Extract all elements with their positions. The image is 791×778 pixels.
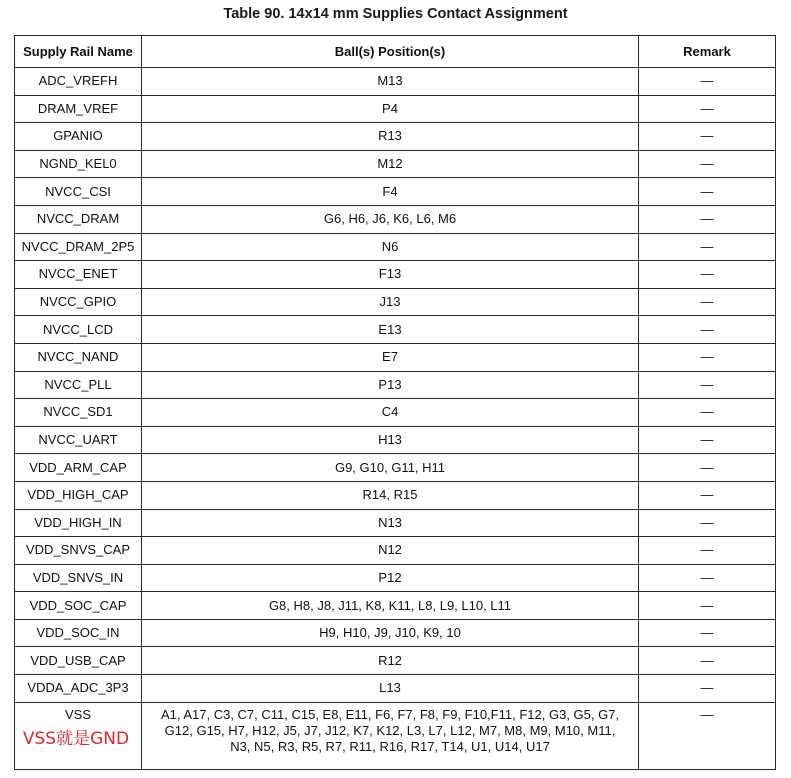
table-row — [15, 150, 776, 178]
table-row — [15, 509, 776, 537]
table-header-row — [15, 36, 776, 68]
table-row — [15, 592, 776, 620]
ball-positions-cell: E13 — [142, 316, 639, 344]
table-row — [15, 343, 776, 371]
table-row — [15, 205, 776, 233]
remark-cell: — — [639, 564, 776, 592]
column-header-remark: Remark — [639, 36, 776, 68]
table-row-vss — [15, 702, 776, 769]
supply-rail-name-cell: NVCC_DRAM_2P5 — [15, 233, 142, 261]
supply-rail-name-cell: NVCC_UART — [15, 426, 142, 454]
supply-rail-name-cell: NVCC_SD1 — [15, 399, 142, 427]
remark-cell: — — [639, 399, 776, 427]
ball-positions-cell: M12 — [142, 150, 639, 178]
supplies-contact-table — [14, 35, 776, 770]
table-row — [15, 454, 776, 482]
table-row — [15, 564, 776, 592]
supply-rail-name-cell: NVCC_LCD — [15, 316, 142, 344]
ball-positions-cell: N12 — [142, 537, 639, 565]
remark-cell: — — [639, 123, 776, 151]
supply-rail-name-cell: VDD_HIGH_CAP — [15, 481, 142, 509]
remark-cell: — — [639, 454, 776, 482]
remark-cell: — — [639, 592, 776, 620]
remark-cell: — — [639, 205, 776, 233]
vss-balls-line: G12, G15, H7, H12, J5, J7, J12, K7, K12, L3, L7, L12, M7, M8, M9, M10, M11, — [164, 722, 616, 738]
table-row — [15, 178, 776, 206]
supply-rail-name-cell-vss — [15, 702, 142, 769]
ball-positions-cell: P13 — [142, 371, 639, 399]
remark-cell: — — [639, 675, 776, 703]
ball-positions-cell: L13 — [142, 675, 639, 703]
supply-rail-name-cell: VDD_SNVS_IN — [15, 564, 142, 592]
ball-positions-cell-vss — [142, 702, 639, 769]
table-body — [15, 68, 776, 770]
table-row — [15, 399, 776, 427]
remark-cell: — — [639, 426, 776, 454]
column-header-supply-rail-name: Supply Rail Name — [15, 36, 142, 68]
supply-rail-name-cell: ADC_VREFH — [15, 68, 142, 96]
table-row — [15, 647, 776, 675]
table-row — [15, 288, 776, 316]
supply-rail-name-cell: NVCC_PLL — [15, 371, 142, 399]
table-row — [15, 426, 776, 454]
supply-rail-name-cell: VDD_HIGH_IN — [15, 509, 142, 537]
table-row — [15, 123, 776, 151]
ball-positions-cell: F13 — [142, 261, 639, 289]
ball-positions-cell: C4 — [142, 399, 639, 427]
table-row — [15, 68, 776, 96]
supply-rail-name-cell: NVCC_NAND — [15, 343, 142, 371]
vss-balls-line: N3, N5, R3, R5, R7, R11, R16, R17, T14, U1, U14, U17 — [230, 738, 550, 754]
vss-balls-line: A1, A17, C3, C7, C11, C15, E8, E11, F6, F7, F8, F9, F10,F11, F12, G3, G5, G7, — [160, 706, 620, 722]
ball-positions-cell: E7 — [142, 343, 639, 371]
supply-rail-name-cell: VDD_USB_CAP — [15, 647, 142, 675]
supply-rail-name-cell: VDD_SOC_IN — [15, 619, 142, 647]
remark-cell: — — [639, 95, 776, 123]
ball-positions-cell: R13 — [142, 123, 639, 151]
remark-cell: — — [639, 233, 776, 261]
ball-positions-cell: H13 — [142, 426, 639, 454]
table-row — [15, 316, 776, 344]
table-row — [15, 371, 776, 399]
ball-positions-cell: F4 — [142, 178, 639, 206]
table-row — [15, 95, 776, 123]
remark-cell: — — [639, 150, 776, 178]
supply-rail-name-cell: NGND_KEL0 — [15, 150, 142, 178]
remark-cell: — — [639, 288, 776, 316]
ball-positions-cell: G8, H8, J8, J11, K8, K11, L8, L9, L10, L11 — [142, 592, 639, 620]
vss-gnd-annotation: VSS就是GND — [22, 728, 130, 749]
ball-positions-cell: M13 — [142, 68, 639, 96]
ball-positions-cell: J13 — [142, 288, 639, 316]
column-header-ball-positions: Ball(s) Position(s) — [142, 36, 639, 68]
remark-cell: — — [639, 316, 776, 344]
table-row — [15, 233, 776, 261]
ball-positions-cell: N13 — [142, 509, 639, 537]
ball-positions-cell: R12 — [142, 647, 639, 675]
ball-positions-cell: P4 — [142, 95, 639, 123]
remark-cell: — — [639, 481, 776, 509]
remark-cell: — — [639, 619, 776, 647]
remark-cell: — — [639, 178, 776, 206]
supply-rail-name-cell: NVCC_ENET — [15, 261, 142, 289]
ball-positions-cell: G6, H6, J6, K6, L6, M6 — [142, 205, 639, 233]
supply-rail-name-cell: NVCC_GPIO — [15, 288, 142, 316]
remark-cell: — — [639, 647, 776, 675]
vss-label: VSS — [64, 706, 91, 722]
table-row — [15, 619, 776, 647]
remark-cell: — — [639, 261, 776, 289]
supply-rail-name-cell: DRAM_VREF — [15, 95, 142, 123]
ball-positions-cell: N6 — [142, 233, 639, 261]
remark-cell: — — [639, 68, 776, 96]
table-row — [15, 537, 776, 565]
ball-positions-cell: P12 — [142, 564, 639, 592]
remark-cell: — — [639, 537, 776, 565]
supply-rail-name-cell: NVCC_DRAM — [15, 205, 142, 233]
remark-cell: — — [639, 343, 776, 371]
supply-rail-name-cell: VDD_SOC_CAP — [15, 592, 142, 620]
supply-rail-name-cell: VDD_ARM_CAP — [15, 454, 142, 482]
remark-cell: — — [639, 371, 776, 399]
ball-positions-cell: R14, R15 — [142, 481, 639, 509]
ball-positions-cell: H9, H10, J9, J10, K9, 10 — [142, 619, 639, 647]
ball-positions-cell: G9, G10, G11, H11 — [142, 454, 639, 482]
table-row — [15, 261, 776, 289]
supply-rail-name-cell: GPANIO — [15, 123, 142, 151]
supply-rail-name-cell: VDD_SNVS_CAP — [15, 537, 142, 565]
table-caption: Table 90. 14x14 mm Supplies Contact Assignment — [223, 6, 568, 22]
supply-rail-name-cell: VDDA_ADC_3P3 — [15, 675, 142, 703]
supply-rail-name-cell: NVCC_CSI — [15, 178, 142, 206]
remark-cell-vss: — — [639, 702, 776, 769]
remark-cell: — — [639, 509, 776, 537]
table-row — [15, 675, 776, 703]
table-row — [15, 481, 776, 509]
